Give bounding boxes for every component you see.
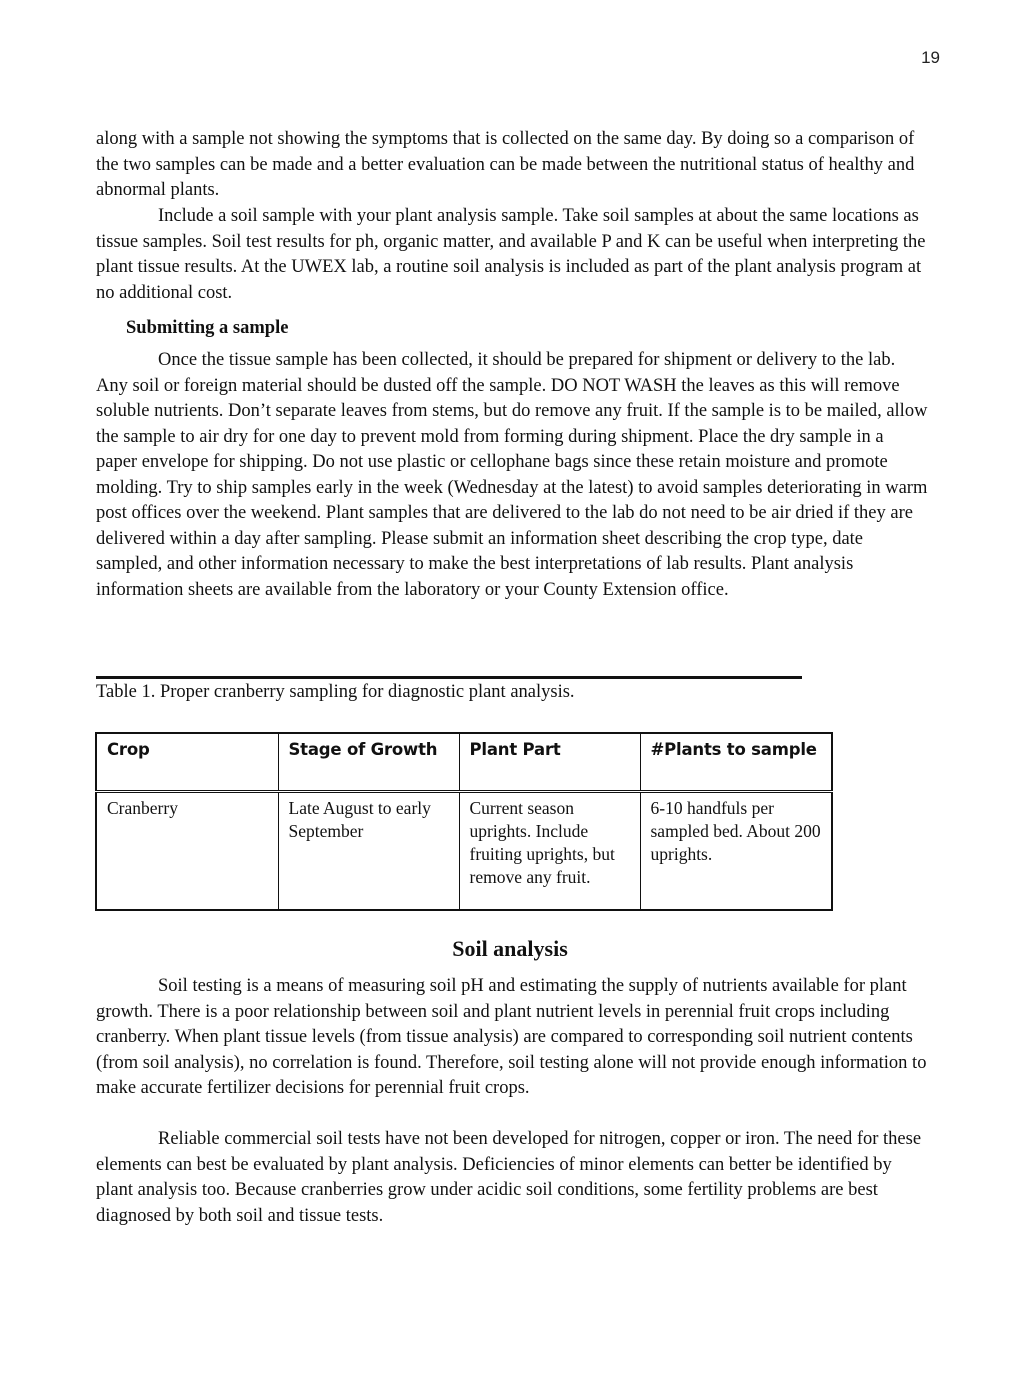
table-header-row [96,733,832,792]
sampling-table [95,732,833,911]
paragraph-commercial-tests: Reliable commercial soil tests have not been developed for nitrogen, copper or iron. The need for these elements can best be evaluated by plant analysis. Deficiencies of minor elements can better be identified by plant analysis too. Because cranberries grow under acidic soil conditions, some fertility problems are best diagnosed by both soil and tissue tests. [96,1129,922,1226]
table-caption: Table 1. Proper cranberry sampling for diagnostic plant analysis. [96,682,575,702]
paragraph-soil-testing: Soil testing is a means of measuring soil pH and estimating the supply of nutrients available for plant growth. There is a poor relationship between soil and plant nutrient levels in perennial fruit crops including cranberry. When plant tissue levels (from tissue analysis) are compared to corresponding soil nutrient contents (from soil analysis), no correlation is found. Therefore, soil testing alone will not provide enough information to make accurate fertilizer decisions for perennial fruit crops. [96,976,927,1098]
page-number: 19 [921,48,940,67]
cell-stage-of-growth: Late August to early September [278,792,459,911]
header-plant-part: Plant Part [459,733,640,792]
paragraph-comparison: along with a sample not showing the symptoms that is collected on the same day. By doing so a comparison of the two samples can be made and a better evaluation can be made between the nutritional status of healthy and abnormal plants. [96,129,915,200]
cell-plant-part: Current season uprights. Include fruiting uprights, but remove any fruit. [459,792,640,911]
paragraph-soil-sample: Include a soil sample with your plant analysis sample. Take soil samples at about the same locations as tissue samples. Soil test results for ph, organic matter, and available P and K can be useful when interpreting the plant tissue results. At the UWEX lab, a routine soil analysis is included as part of the plant analysis program at no additional cost. [96,206,926,303]
cell-plants-to-sample: 6-10 handfuls per sampled bed. About 200 uprights. [640,792,832,911]
table-top-rule [96,676,802,679]
submitting-heading: Submitting a sample [126,318,289,338]
paragraph-submitting: Once the tissue sample has been collected, it should be prepared for shipment or delivery to the lab. Any soil or foreign material should be dusted off the sample. DO NOT WASH the leaves as this will remove soluble nutrients. Don’t separate leaves from stems, but do remove any fruit. If the sample is to be mailed, allow the sample to air dry for one day to prevent mold from forming during shipment. Place the dry sample in a paper envelope for shipping. Do not use plastic or cellophane bags since these retain moisture and promote molding. Try to ship samples early in the week (Wednesday at the latest) to avoid samples deteriorating in warm post offices over the weekend. Plant samples that are delivered to the lab do not need to be air dried if they are delivered within a day after sampling. Please submit an information sheet describing the crop type, date sampled, and other information necessary to make the best interpretations of lab results. Plant analysis information sheets are available from the laboratory or your County Extension office. [96,350,928,600]
header-stage-of-growth: Stage of Growth [278,733,459,792]
header-crop: Crop [96,733,278,792]
cell-crop: Cranberry [96,792,278,911]
soil-analysis-heading: Soil analysis [452,936,568,961]
header-plants-to-sample: #Plants to sample [640,733,832,792]
table-row [96,792,832,911]
